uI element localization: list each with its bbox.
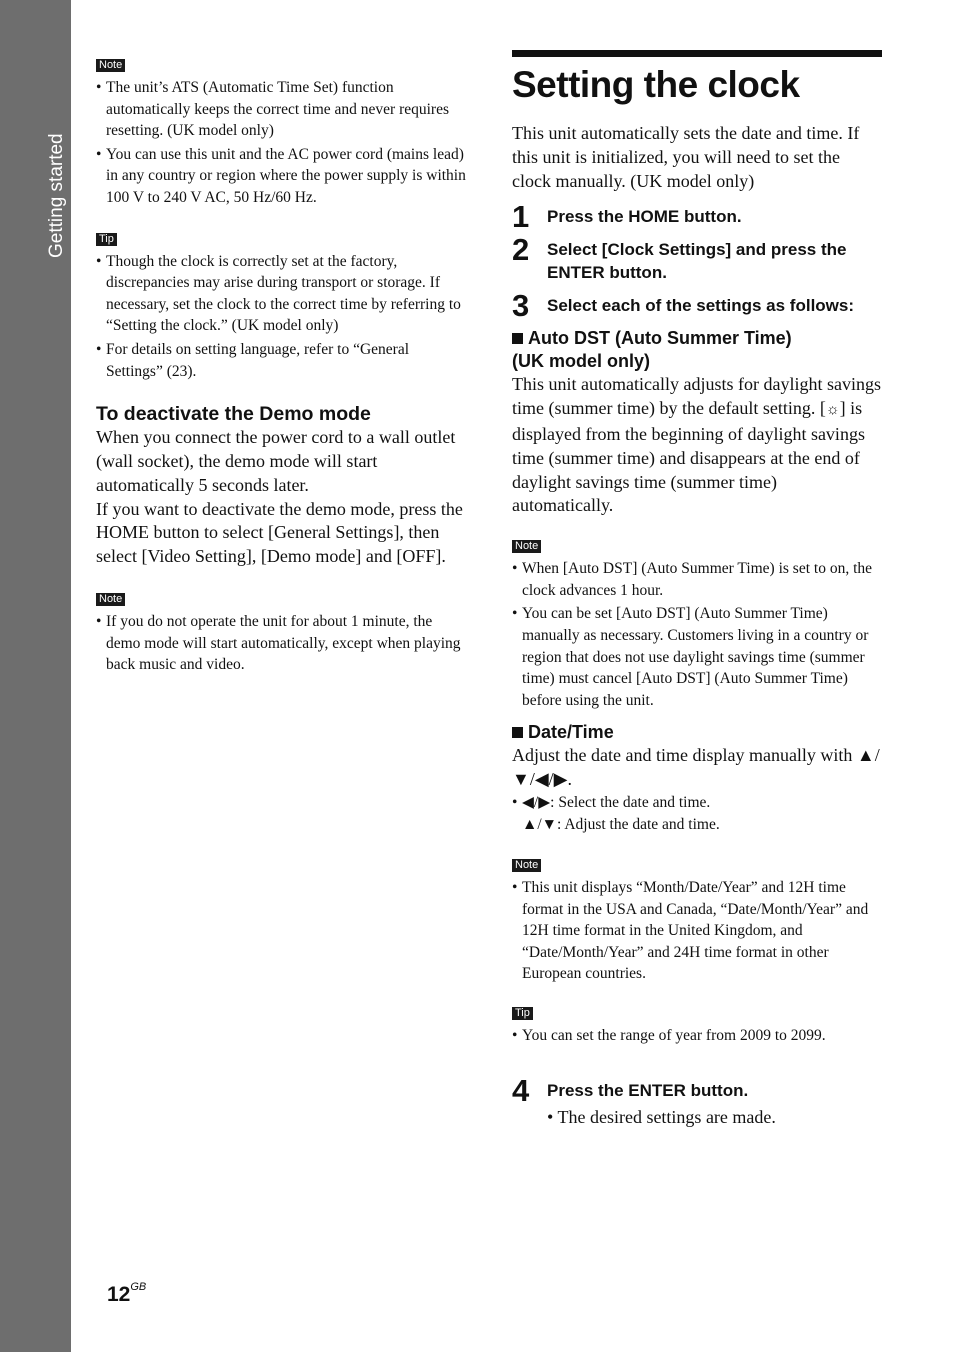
auto-dst-heading-line2: (UK model only): [512, 351, 650, 372]
date-time-heading-text: Date/Time: [528, 722, 614, 743]
demo-paragraph-1: When you connect the power cord to a wall outlet (wall socket), the demo mode will start automatically 5 seconds later.: [96, 427, 456, 495]
tip-block-1: [96, 229, 468, 383]
page-number: [107, 1283, 146, 1307]
note-item: • You can be set [Auto DST] (Auto Summer Time) manually as necessary. Customers living in a country or region that does not use daylight savings time (summer time) must cancel [Auto DST] (Auto Summer Time) before using the unit.: [512, 603, 882, 711]
auto-dst-body-part1: This unit automatically adjusts for daylight savings time (summer time) by the default setting. [: [512, 374, 881, 419]
note-item: • If you do not operate the unit for about 1 minute, the demo mode will start automatically, except when playing back music and video.: [96, 611, 468, 676]
tip-block-2: [512, 1003, 882, 1047]
note-item: • You can use this unit and the AC power cord (mains lead) in any country or region where the power supply is within 100 V to 240 V AC, 50 Hz/60 Hz.: [96, 144, 468, 209]
sun-icon: ☼: [825, 402, 840, 419]
page-number-suffix: GB: [130, 1281, 147, 1293]
tip-item: • You can set the range of year from 2009 to 2099.: [512, 1025, 882, 1047]
section-label: Getting started: [46, 133, 67, 258]
date-time-section: [512, 721, 882, 835]
bullet-dot: •: [512, 793, 518, 811]
auto-dst-body: [512, 373, 882, 518]
step-number: 3: [512, 288, 530, 324]
auto-dst-heading: [512, 327, 882, 373]
note-item: • The unit’s ATS (Automatic Time Set) function automatically keeps the correct time and never requires resetting. (UK model only): [96, 77, 468, 142]
arrows-up-down-line: ▲/▼: Adjust the date and time.: [522, 815, 720, 833]
left-column: [96, 55, 468, 678]
step-text: Select each of the settings as follows:: [547, 296, 855, 316]
note-item: • This unit displays “Month/Date/Year” and 12H time format in the USA and Canada, “Date/Month/Year” and 12H time format in the United Kingdom, and “Date/Month/Year” and 24H time format in other European countries.: [512, 877, 882, 985]
note-badge: Note: [96, 59, 125, 72]
note-block-1: [96, 55, 468, 209]
demo-heading: To deactivate the Demo mode: [96, 403, 371, 426]
title-rule: [512, 50, 882, 57]
note-block-3: [512, 536, 882, 711]
note-badge: Note: [512, 540, 541, 553]
step-4-result: • The desired settings are made.: [547, 1106, 776, 1127]
step-text: Press the HOME button.: [547, 207, 742, 227]
step-text: Press the ENTER button.: [547, 1080, 749, 1100]
auto-dst-section: [512, 327, 882, 518]
step-number: 4: [512, 1072, 530, 1108]
arrows-left-right-line: ◀/▶: Select the date and time.: [522, 793, 711, 811]
step-2: [512, 232, 882, 284]
intro-paragraph: This unit automatically sets the date and time. If this unit is initialized, you will need to set the clock manually. (UK model only): [512, 123, 860, 191]
note-block-2: [96, 589, 468, 676]
step-text: Select [Clock Settings] and press the ENTER button.: [547, 240, 847, 283]
page-number-value: 12: [107, 1283, 131, 1306]
right-column: [512, 50, 882, 1129]
demo-paragraph-2: If you want to deactivate the demo mode, press the HOME button to select [General Settings], then select [Video Setting], [Demo mode] and [OFF].: [96, 498, 463, 567]
note-badge: Note: [96, 593, 125, 606]
note-block-4: [512, 855, 882, 985]
auto-dst-body-part2: ] is displayed from the beginning of daylight savings time (summer time) and disappears at the end of daylight savings time (summer time) automatically.: [512, 398, 865, 516]
date-time-heading: [512, 721, 882, 744]
tip-item: • Though the clock is correctly set at the factory, discrepancies may arise during transport or storage. If necessary, set the clock to the correct time by referring to “Setting the clock.” (UK model only): [96, 251, 468, 337]
tip-badge: Tip: [96, 233, 117, 246]
step-1: [512, 199, 882, 235]
step-3: [512, 288, 882, 324]
step-number: 1: [512, 199, 530, 235]
demo-section: [96, 402, 468, 569]
page-title: Setting the clock: [512, 64, 800, 105]
tip-badge: Tip: [512, 1007, 533, 1020]
note-item: • When [Auto DST] (Auto Summer Time) is set to on, the clock advances 1 hour.: [512, 558, 882, 601]
square-bullet-icon: [512, 333, 523, 344]
step-number: 2: [512, 232, 530, 268]
note-badge: Note: [512, 859, 541, 872]
tip-item: • For details on setting language, refer to “General Settings” (23).: [96, 339, 468, 382]
date-time-body: Adjust the date and time display manually with ▲/▼/◀/▶.: [512, 745, 880, 790]
section-sidebar: [0, 0, 71, 1352]
auto-dst-heading-line1: Auto DST (Auto Summer Time): [528, 328, 792, 349]
square-bullet-icon: [512, 727, 523, 738]
step-4: [512, 1072, 882, 1130]
date-time-bullet: [512, 792, 882, 835]
